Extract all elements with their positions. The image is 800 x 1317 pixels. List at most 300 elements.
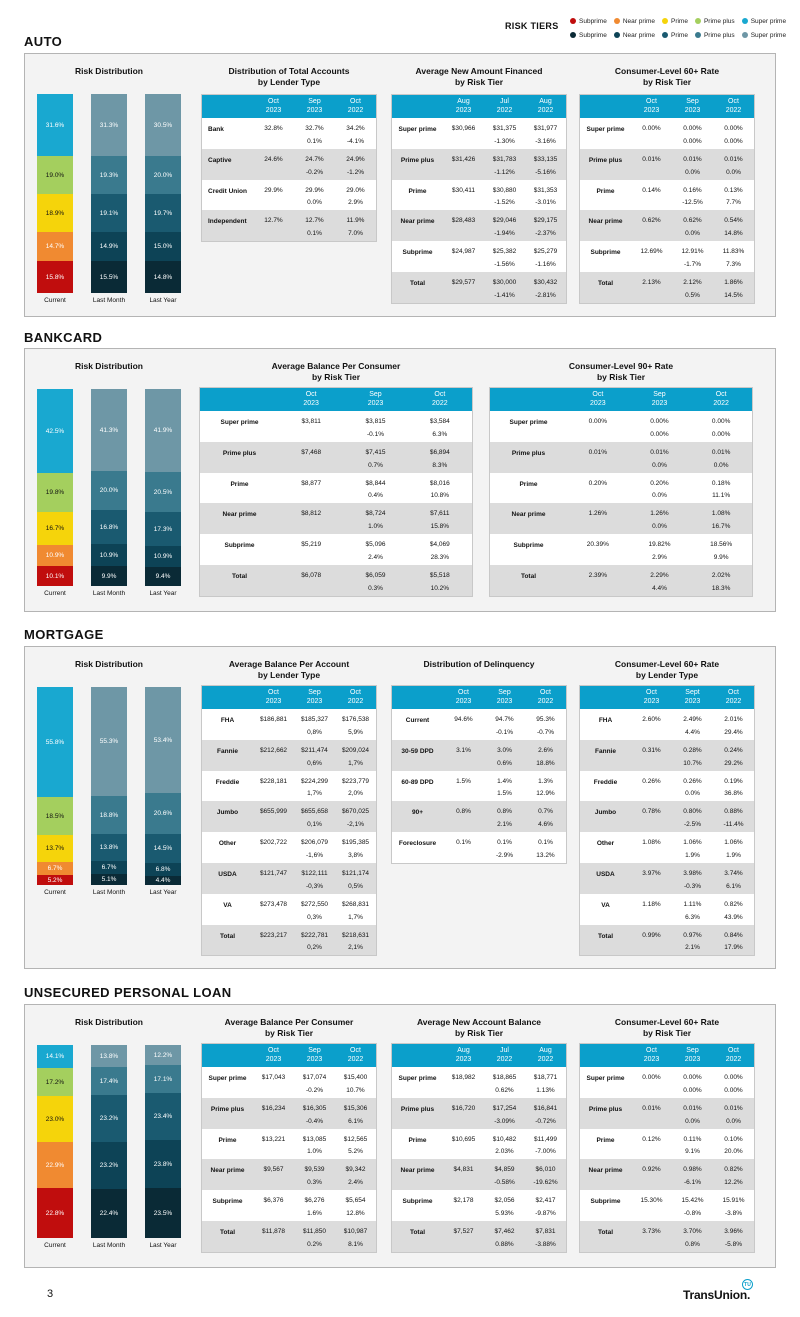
cell-value: $121,747 <box>259 869 288 877</box>
column-header: Aug 2023 <box>455 1047 472 1063</box>
data-table <box>579 685 755 956</box>
cell-value: $8,016 <box>429 479 450 487</box>
cell-change: 0.0% <box>685 790 700 798</box>
cell-value: $7,468 <box>301 448 322 456</box>
section-title: AUTO <box>24 34 63 49</box>
cell-value: 1.18% <box>642 900 661 908</box>
cell-value: 0.54% <box>724 217 743 225</box>
table-cell <box>631 1159 672 1190</box>
table-row <box>392 1067 566 1098</box>
column-header: Sep 2023 <box>306 689 323 705</box>
cell-value: $670,025 <box>341 808 370 816</box>
table-cell <box>525 180 566 211</box>
table-cell <box>713 1159 754 1190</box>
table-cell <box>713 241 754 272</box>
row-label: Fannie <box>217 747 238 755</box>
bar-segment: 41.3% <box>91 389 127 471</box>
legend-label: Subprime <box>579 17 607 25</box>
cell-change <box>631 883 672 891</box>
bar-segment: 10.9% <box>37 545 73 566</box>
table-cell <box>294 1098 335 1129</box>
table-row <box>392 1221 566 1252</box>
cell-change: -3.8% <box>725 1209 742 1217</box>
cell-value: 2.12% <box>683 278 702 286</box>
cell-value: 0.97% <box>683 931 702 939</box>
cell-change: 1,7% <box>348 759 363 767</box>
table-cell <box>443 1098 484 1129</box>
cell-value: $30,432 <box>533 278 558 286</box>
cell-change <box>253 1087 294 1095</box>
cell-change: 20.0% <box>724 1148 743 1156</box>
cell-value: 0.82% <box>724 1166 743 1174</box>
row-label: Total <box>597 932 614 940</box>
legend-row-current <box>570 14 793 28</box>
legend-dot-icon <box>695 32 701 38</box>
stacked-bar-last-month <box>91 389 127 586</box>
cell-change: 8.3% <box>432 461 448 469</box>
cell-value: 1.06% <box>683 839 702 847</box>
stacked-bar-last-month <box>91 94 127 293</box>
table-cell <box>408 473 472 504</box>
cell-change: 1.6% <box>307 1209 322 1217</box>
cell-change: 16.7% <box>711 523 731 531</box>
cell-value: 2.01% <box>724 716 743 723</box>
column-header: Oct 2023 <box>303 391 319 407</box>
cell-change: 0.88% <box>495 1240 514 1248</box>
risk-distribution-title: Risk Distribution <box>74 66 143 76</box>
table-cell <box>525 272 566 303</box>
table-cell <box>525 1159 566 1190</box>
cell-value: $13,221 <box>261 1135 286 1143</box>
cell-value: $7,527 <box>453 1227 474 1235</box>
table-cell <box>631 771 672 802</box>
table-cell <box>713 925 754 956</box>
legend-dot-icon <box>662 18 668 24</box>
table-cell <box>335 1129 376 1160</box>
cell-value: 0.98% <box>683 1166 702 1174</box>
column-header: Sep 2023 <box>684 98 701 114</box>
cell-change: 0.5% <box>685 291 700 299</box>
table-header <box>392 686 566 709</box>
cell-change <box>567 431 629 439</box>
table-cell <box>713 149 754 180</box>
table-cell <box>443 1221 484 1252</box>
cell-value: $29,175 <box>533 217 558 225</box>
legend-dot-icon <box>614 32 620 38</box>
table-title: Consumer-Level 60+ Rate by Risk Tier <box>614 66 720 87</box>
cell-change: 2.03% <box>495 1148 514 1156</box>
table-header <box>202 686 376 709</box>
table-cell <box>713 1098 754 1129</box>
cell-change: -2.5% <box>684 821 701 829</box>
table-cell <box>335 180 376 211</box>
bar-segment: 20.0% <box>145 156 181 194</box>
cell-change <box>631 230 672 238</box>
cell-change: 10.7% <box>683 759 702 767</box>
table-cell <box>631 149 672 180</box>
table-cell <box>443 771 484 802</box>
table-cell <box>484 1159 525 1190</box>
bar-segment: 13.8% <box>91 834 127 861</box>
table-row <box>202 771 376 802</box>
cell-value: $272,550 <box>300 900 329 908</box>
table-row <box>392 1190 566 1221</box>
cell-change: 1.13% <box>536 1086 555 1094</box>
cell-value: $31,375 <box>492 125 517 132</box>
row-label: Total <box>597 279 614 287</box>
table-cell <box>672 1159 713 1190</box>
table-row <box>202 1129 376 1160</box>
table-cell <box>484 1067 525 1098</box>
bar-segment: 23.2% <box>91 1142 127 1189</box>
cell-value: $10,987 <box>343 1227 368 1235</box>
table-cell <box>525 149 566 180</box>
table-row <box>202 863 376 894</box>
table-cell <box>294 210 335 241</box>
cell-change: -1.94% <box>494 230 515 238</box>
cell-change <box>631 199 672 207</box>
legend-dot-icon <box>662 32 668 38</box>
table-cell <box>672 709 713 740</box>
row-label: Current <box>405 717 430 724</box>
cell-change <box>567 585 629 593</box>
cell-change <box>253 883 294 891</box>
cell-change <box>443 169 484 177</box>
bar-segment: 55.8% <box>37 687 73 797</box>
row-label: Jumbo <box>216 809 239 817</box>
table-cell <box>443 740 484 771</box>
section-panel <box>24 1004 776 1268</box>
cell-value: 18.56% <box>710 541 733 549</box>
table-cell <box>672 1129 713 1160</box>
legend-dot-icon <box>742 18 748 24</box>
table-cell <box>443 709 484 740</box>
cell-value: 0.26% <box>683 777 702 785</box>
table-cell <box>343 503 407 534</box>
cell-change: 43.9% <box>724 913 743 921</box>
table-row <box>580 740 754 771</box>
cell-value: $15,306 <box>343 1104 368 1112</box>
cell-value: 0.01% <box>683 155 702 163</box>
table-cell <box>408 442 472 473</box>
page-number: 3 <box>47 1288 54 1300</box>
cell-value: $12,565 <box>343 1135 368 1143</box>
cell-value: $218,631 <box>341 931 370 939</box>
cell-value: $7,831 <box>535 1227 556 1235</box>
table-cell <box>672 925 713 956</box>
legend-label: Super prime <box>750 17 787 25</box>
bar-caption: Last Month <box>92 889 126 896</box>
cell-change: 0.00% <box>683 1086 702 1094</box>
table-title: Average New Account Balance by Risk Tier <box>416 1017 542 1038</box>
cell-value: 32.8% <box>264 125 283 132</box>
cell-value: $30,966 <box>451 125 476 132</box>
cell-value: 0.20% <box>650 479 669 487</box>
cell-value: 34.2% <box>346 125 365 132</box>
cell-value: 1.26% <box>650 510 669 518</box>
cell-value: 1.26% <box>588 510 608 518</box>
table-cell <box>443 118 484 149</box>
row-label: Near prime <box>511 511 546 519</box>
cell-change <box>443 852 484 860</box>
cell-value: 2.39% <box>588 571 608 579</box>
cell-change <box>631 821 672 829</box>
stacked-bar-last-year <box>145 687 181 885</box>
table-cell <box>335 801 376 832</box>
cell-change: 2.9% <box>348 199 363 207</box>
table-cell <box>294 1067 335 1098</box>
cell-change <box>443 1148 484 1156</box>
row-label: VA <box>223 901 232 909</box>
cell-change: -1.12% <box>494 168 515 176</box>
cell-value: 0.14% <box>642 186 661 194</box>
table-row <box>200 442 472 473</box>
row-label: Super prime <box>220 419 259 426</box>
table-cell <box>253 1221 294 1252</box>
row-label: Subprime <box>212 1198 243 1206</box>
bar-segment: 15.0% <box>145 232 181 261</box>
table-cell <box>713 1221 754 1252</box>
table-row <box>490 565 752 596</box>
table-row <box>580 1129 754 1160</box>
table-row <box>580 709 754 740</box>
cell-value: 32.7% <box>305 125 324 132</box>
cell-value: $176,538 <box>341 716 370 723</box>
cell-value: 20.39% <box>586 541 609 549</box>
column-header: Jul 2022 <box>496 98 513 114</box>
cell-change: -3.16% <box>535 137 556 145</box>
cell-change: 10.8% <box>430 492 450 500</box>
column-header: Oct 2022 <box>347 98 364 114</box>
cell-change: 7.3% <box>726 260 741 268</box>
table-header-spacer <box>202 1044 253 1067</box>
cell-change: 2.9% <box>652 553 667 561</box>
cell-value: $206,079 <box>300 839 329 847</box>
table-row <box>490 503 752 534</box>
table-header-spacer <box>202 95 253 118</box>
table-cell <box>253 118 294 149</box>
table-row <box>392 149 566 180</box>
cell-value: $5,518 <box>429 571 450 579</box>
table-cell <box>443 180 484 211</box>
table-cell <box>253 210 294 241</box>
cell-change: 9.1% <box>685 1148 700 1156</box>
table-cell <box>713 1190 754 1221</box>
table-cell <box>525 1067 566 1098</box>
table-cell <box>672 771 713 802</box>
table-row <box>392 740 566 771</box>
cell-value: $8,812 <box>301 510 322 518</box>
row-label: Prime plus <box>511 449 546 457</box>
table-header-spacer <box>490 388 567 411</box>
bar-segment: 10.1% <box>37 566 73 586</box>
cell-value: 0.88% <box>724 808 743 816</box>
cell-value: 1.06% <box>724 839 743 847</box>
cell-change: -2.81% <box>535 291 556 299</box>
table-cell <box>672 1190 713 1221</box>
row-label: Total <box>219 932 236 940</box>
table-cell <box>525 771 566 802</box>
cell-value: $2,417 <box>535 1197 556 1205</box>
legend-label: Prime <box>670 17 688 25</box>
table-cell <box>253 863 294 894</box>
cell-change: 0.0% <box>726 168 741 176</box>
data-table <box>201 94 377 242</box>
table-cell <box>525 740 566 771</box>
cell-change: 0.1% <box>307 230 322 238</box>
table-cell <box>713 894 754 925</box>
cell-change: 0.8% <box>685 1240 700 1248</box>
cell-change: -3.01% <box>535 199 556 207</box>
table-cell <box>335 740 376 771</box>
table-cell <box>631 118 672 149</box>
table-row <box>392 1098 566 1129</box>
bar-segment: 14.1% <box>37 1045 73 1068</box>
table-cell <box>408 503 472 534</box>
cell-value: 2.6% <box>538 746 553 754</box>
bar-segment: 20.6% <box>145 793 181 834</box>
bar-caption: Current <box>44 1242 66 1249</box>
cell-change <box>443 821 484 829</box>
bar-segment: 41.9% <box>145 389 181 472</box>
table-cell <box>713 801 754 832</box>
table-cell <box>343 534 407 565</box>
row-label: Credit Union <box>208 187 247 195</box>
cell-change <box>253 790 294 798</box>
cell-value: $655,658 <box>300 808 329 816</box>
section-panel <box>24 348 776 612</box>
row-label: Independent <box>208 218 247 226</box>
bar-segment: 42.5% <box>37 389 73 473</box>
cell-change: 0.00% <box>724 137 743 145</box>
table-cell <box>279 473 343 504</box>
cell-value: $17,074 <box>302 1074 327 1081</box>
bar-caption: Last Year <box>149 1242 177 1249</box>
cell-change <box>279 523 343 531</box>
cell-change <box>443 138 484 146</box>
table-cell <box>253 1067 294 1098</box>
table-cell <box>672 180 713 211</box>
row-label: Total <box>409 279 426 287</box>
table-row <box>392 180 566 211</box>
cell-value: 0.01% <box>724 1104 743 1112</box>
bar-segment: 23.2% <box>91 1095 127 1142</box>
table-cell <box>713 1067 754 1098</box>
table-cell <box>253 1098 294 1129</box>
cell-value: 12.69% <box>640 248 663 256</box>
cell-value: 24.7% <box>305 155 324 163</box>
cell-change <box>279 462 343 470</box>
table-cell <box>253 709 294 740</box>
table-cell <box>713 832 754 863</box>
table-cell <box>567 442 629 473</box>
table-row <box>202 1067 376 1098</box>
cell-value: 1.5% <box>456 777 471 785</box>
row-label: FHA <box>598 717 613 724</box>
cell-value: $655,999 <box>259 808 288 816</box>
row-label: Bank <box>208 126 224 133</box>
table-row <box>580 771 754 802</box>
table-row <box>200 411 472 442</box>
cell-value: 24.9% <box>346 155 365 163</box>
bar-segment: 6.7% <box>37 862 73 875</box>
table-cell <box>279 565 343 596</box>
cell-change: -1.2% <box>347 168 364 176</box>
table-header <box>392 95 566 118</box>
cell-value: 0.00% <box>711 418 731 425</box>
table-cell <box>253 771 294 802</box>
bar-segment: 18.5% <box>37 797 73 835</box>
cell-change: 18.3% <box>711 584 731 592</box>
cell-value: 0.8% <box>497 808 512 816</box>
table-cell <box>690 503 752 534</box>
table-cell <box>294 832 335 863</box>
cell-value: $4,831 <box>453 1166 474 1174</box>
legend-label: Prime plus <box>703 17 735 25</box>
cell-change: 28.3% <box>430 553 450 561</box>
table-cell <box>631 740 672 771</box>
table-cell <box>294 894 335 925</box>
bar-segment: 20.0% <box>91 471 127 510</box>
cell-value: 0.20% <box>588 479 608 487</box>
stacked-bar-last-year <box>145 94 181 293</box>
cell-change <box>443 199 484 207</box>
cell-change: -0.7% <box>537 728 554 736</box>
row-label: Super prime <box>586 126 625 133</box>
table-cell <box>631 801 672 832</box>
stacked-bar-last-month <box>91 687 127 885</box>
cell-change: -4.1% <box>347 137 364 145</box>
row-label: Prime plus <box>400 156 435 164</box>
cell-change: 29.4% <box>724 728 743 736</box>
table-row <box>392 241 566 272</box>
row-label: Near prime <box>222 511 257 519</box>
cell-change: -0.58% <box>494 1179 515 1187</box>
table-cell <box>525 709 566 740</box>
cell-change: 0.0% <box>685 1117 700 1125</box>
table-cell <box>484 771 525 802</box>
cell-change: 2.1% <box>685 944 700 952</box>
legend-item <box>614 32 655 39</box>
cell-change <box>443 1210 484 1218</box>
risk-distribution-title: Risk Distribution <box>74 361 143 371</box>
cell-change <box>253 760 294 768</box>
legend-label: Prime <box>670 31 688 39</box>
table-cell <box>443 832 484 863</box>
table-row <box>392 709 566 740</box>
cell-value: $2,056 <box>494 1197 515 1205</box>
table-row <box>580 1221 754 1252</box>
cell-change: 6.1% <box>348 1117 363 1125</box>
risk-distribution-title: Risk Distribution <box>74 659 143 669</box>
column-header: Oct 2022 <box>725 1047 742 1063</box>
bar-segment: 16.8% <box>91 510 127 544</box>
cell-change: 0.0% <box>726 1117 741 1125</box>
cell-value: 2.13% <box>642 278 661 286</box>
cell-change: -6.1% <box>684 1179 701 1187</box>
table-cell <box>294 925 335 956</box>
cell-value: 11.83% <box>722 248 745 256</box>
table-cell <box>525 1221 566 1252</box>
table-title: Average Balance Per Account by Lender Type <box>228 659 350 680</box>
cell-change: 0,2% <box>307 944 322 952</box>
cell-value: 12.7% <box>305 217 324 225</box>
table-row <box>580 1190 754 1221</box>
table-row <box>580 832 754 863</box>
row-label: Prime plus <box>588 156 623 164</box>
row-label: Prime <box>519 480 538 488</box>
table-cell <box>335 1159 376 1190</box>
